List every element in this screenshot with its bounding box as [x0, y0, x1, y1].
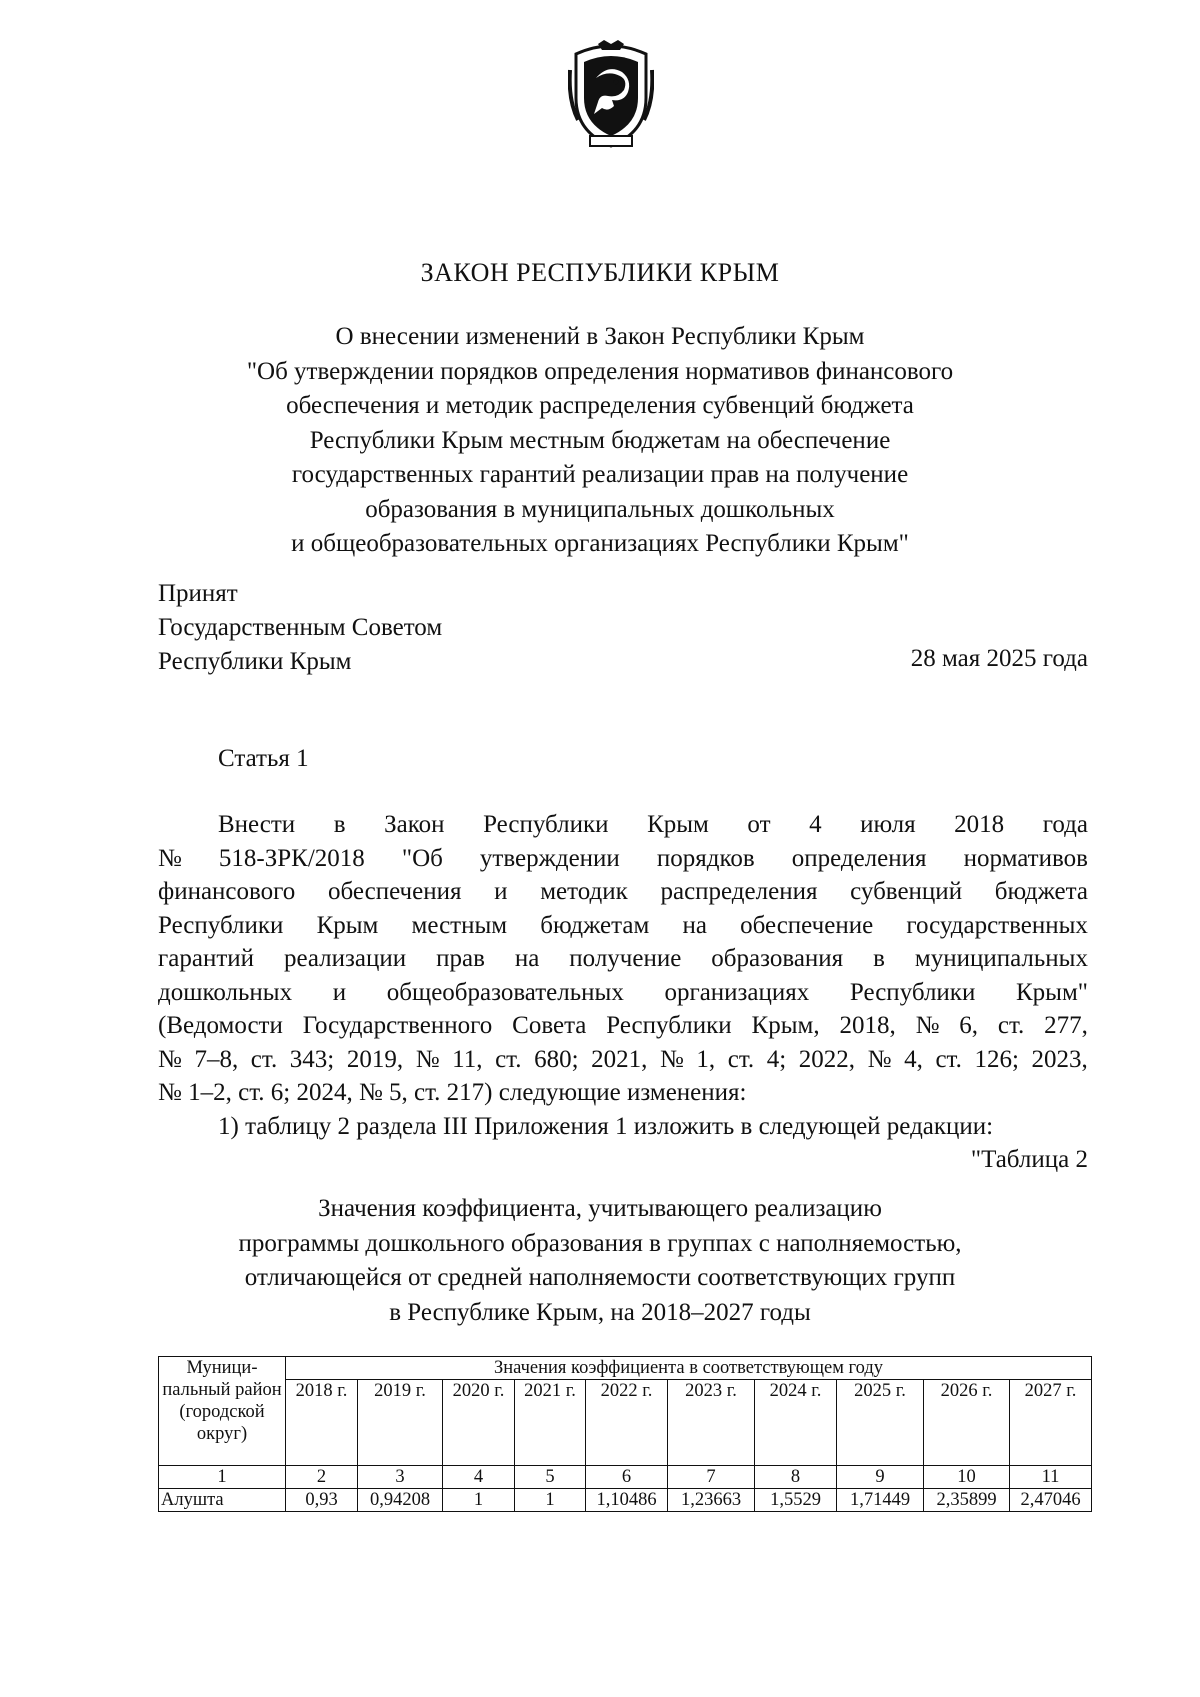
paragraph-line	[158, 1009, 1088, 1043]
word: года	[1042, 811, 1088, 838]
word: бюджетам	[540, 911, 650, 939]
coefficient-value: 1	[443, 1489, 515, 1512]
paragraph-line	[158, 942, 1088, 976]
word: №	[415, 1045, 440, 1073]
word: 2018	[954, 811, 1005, 838]
district-header: Муници-пальный район (городской округ)	[159, 1357, 286, 1466]
adoption-line: Республики Крым	[158, 648, 352, 675]
district-name: Алушта	[159, 1489, 286, 1512]
word: от	[747, 811, 771, 838]
amendment-item: 1) таблицу 2 раздела III Приложения 1 изложить в следующей редакции:	[218, 1112, 994, 1140]
column-number: 7	[668, 1466, 755, 1489]
word: ст.	[727, 1045, 755, 1073]
year-header: 2021 г.	[515, 1380, 586, 1466]
column-number: 6	[586, 1466, 668, 1489]
paragraph-line: № 1–2, ст. 6; 2024, № 5, ст. 217) следующие изменения:	[158, 1079, 747, 1106]
word: порядков	[656, 844, 755, 872]
law-name-line: Республики Крым местным бюджетам на обеспечение	[309, 426, 891, 454]
word: 1,	[696, 1045, 716, 1073]
coefficient-value: 2,47046	[1010, 1489, 1092, 1512]
group-header: Значения коэффициента в соответствующем году	[286, 1357, 1092, 1380]
word: 2019,	[346, 1045, 404, 1073]
word: муниципальных	[914, 945, 1088, 972]
word: обеспечение	[740, 911, 874, 939]
coefficient-value: 1	[515, 1489, 586, 1512]
paragraph-line	[158, 1043, 1088, 1077]
word: ст.	[997, 1012, 1025, 1039]
word: 2023,	[1031, 1045, 1088, 1073]
word: прав	[436, 945, 485, 972]
coefficient-value: 2,35899	[924, 1489, 1010, 1512]
year-header: 2025 г.	[837, 1380, 924, 1466]
column-number: 2	[286, 1466, 358, 1489]
caption-line: в Республике Крым, на 2018–2027 годы	[389, 1298, 811, 1326]
word: Крым"	[1015, 978, 1088, 1006]
table-row	[159, 1489, 1092, 1512]
law-name-line: образования в муниципальных дошкольных	[365, 495, 835, 523]
word: распределения	[660, 878, 818, 905]
word: определения	[791, 844, 927, 872]
word: 11,	[452, 1045, 483, 1073]
word: 680;	[534, 1045, 579, 1073]
word: и	[494, 878, 508, 905]
word: бюджета	[994, 878, 1088, 905]
word: 6,	[959, 1012, 979, 1039]
word: №	[158, 844, 182, 872]
word: 518-ЗРК/2018	[218, 844, 365, 872]
year-header: 2022 г.	[586, 1380, 668, 1466]
word: 4,	[904, 1045, 923, 1073]
word: 126;	[974, 1045, 1019, 1073]
table-reference: "Таблица 2	[970, 1146, 1088, 1173]
paragraph-line	[158, 976, 1088, 1010]
word: (Ведомости	[158, 1012, 283, 1039]
word: методик	[540, 878, 628, 905]
year-header: 2019 г.	[358, 1380, 443, 1466]
law-name-line: О внесении изменений в Закон Республики Крым	[335, 323, 865, 350]
paragraph-line	[158, 842, 1088, 876]
coefficient-table	[158, 1356, 1092, 1512]
paragraph-line	[158, 808, 1088, 842]
crimea-coat-of-arms-icon	[568, 40, 654, 150]
law-name-line: государственных гарантий реализации прав на получение	[291, 461, 909, 488]
word: утверждении	[479, 844, 620, 872]
word: №	[659, 1045, 684, 1073]
coefficient-value: 0,94208	[358, 1489, 443, 1512]
word: организациях	[664, 978, 810, 1006]
year-header: 2018 г.	[286, 1380, 358, 1466]
adoption-line: Принят	[158, 580, 238, 607]
word: государственных	[906, 911, 1088, 939]
word: 2021,	[591, 1045, 648, 1073]
word: Крым,	[751, 1012, 820, 1039]
paragraph-line	[158, 909, 1088, 943]
word: местным	[411, 911, 508, 939]
word: Совета	[512, 1012, 587, 1039]
article-paragraph	[158, 808, 1088, 1177]
word: ст.	[495, 1045, 522, 1073]
word: 2022,	[798, 1045, 856, 1073]
word: на	[682, 911, 707, 939]
word: Крым	[316, 911, 379, 939]
word: 4;	[766, 1045, 787, 1073]
word: Государственного	[302, 1012, 493, 1039]
coefficient-value: 1,10486	[586, 1489, 668, 1512]
word: Республики	[606, 1012, 732, 1039]
word: Закон	[384, 811, 445, 838]
coefficient-value: 1,23663	[668, 1489, 755, 1512]
word: в	[873, 945, 885, 972]
word: обеспечения	[327, 878, 462, 905]
column-number: 10	[924, 1466, 1010, 1489]
word: общеобразовательных	[386, 978, 624, 1006]
column-number: 3	[358, 1466, 443, 1489]
column-number: 5	[515, 1466, 586, 1489]
word: Республики	[158, 911, 284, 939]
word: ст.	[250, 1045, 278, 1073]
word: получение	[569, 945, 682, 972]
word: 343;	[289, 1045, 335, 1073]
adoption-date: 28 мая 2025 года	[910, 645, 1088, 672]
article-heading: Статья 1	[218, 745, 309, 772]
adoption-block	[158, 577, 442, 679]
word: июля	[860, 811, 916, 838]
word: дошкольных	[158, 978, 293, 1006]
law-name-line: обеспечения и методик распределения субвенций бюджета	[286, 392, 914, 419]
table-caption	[150, 1192, 1050, 1330]
word: и	[332, 978, 347, 1006]
word: гарантий	[158, 945, 255, 972]
law-name	[150, 320, 1050, 562]
word: 277,	[1044, 1012, 1088, 1039]
adoption-line: Государственным Советом	[158, 614, 443, 641]
column-number: 9	[837, 1466, 924, 1489]
year-header: 2023 г.	[668, 1380, 755, 1466]
word: 7–8,	[194, 1045, 239, 1073]
word: "Об	[401, 844, 443, 872]
word: субвенций	[850, 878, 963, 905]
word: №	[867, 1045, 892, 1073]
word: №	[158, 1045, 182, 1073]
coefficient-value: 0,93	[286, 1489, 358, 1512]
word: нормативов	[963, 844, 1088, 872]
law-name-line: и общеобразовательных организациях Республики Крым"	[291, 530, 909, 557]
caption-line: Значения коэффициента, учитывающего реализацию	[318, 1195, 882, 1222]
coefficient-value: 1,71449	[837, 1489, 924, 1512]
caption-line: отличающейся от средней наполняемости соответствующих групп	[244, 1264, 956, 1291]
word: на	[514, 945, 540, 972]
word: финансового	[158, 878, 296, 905]
word: Крым	[647, 811, 709, 838]
year-header: 2027 г.	[1010, 1380, 1092, 1466]
year-header: 2026 г.	[924, 1380, 1010, 1466]
word: 2018,	[839, 1012, 896, 1039]
word: в	[333, 811, 346, 838]
column-number: 4	[443, 1466, 515, 1489]
year-header: 2020 г.	[443, 1380, 515, 1466]
paragraph-line	[158, 875, 1088, 909]
law-name-line: "Об утверждении порядков определения нормативов финансового	[246, 357, 954, 385]
word: ст.	[935, 1045, 962, 1073]
word: №	[915, 1012, 940, 1039]
word: реализации	[283, 945, 407, 972]
caption-line: программы дошкольного образования в группах с наполняемостью,	[238, 1229, 962, 1257]
word: Республики	[849, 978, 976, 1006]
column-number: 1	[159, 1466, 286, 1489]
word: образования	[711, 945, 844, 972]
document-title: ЗАКОН РЕСПУБЛИКИ КРЫМ	[420, 258, 780, 287]
column-number: 8	[755, 1466, 837, 1489]
coefficient-value: 1,5529	[755, 1489, 837, 1512]
word: Внести	[218, 811, 296, 838]
column-number: 11	[1010, 1466, 1092, 1489]
word: 4	[809, 811, 822, 838]
word: Республики	[483, 811, 609, 838]
year-header: 2024 г.	[755, 1380, 837, 1466]
